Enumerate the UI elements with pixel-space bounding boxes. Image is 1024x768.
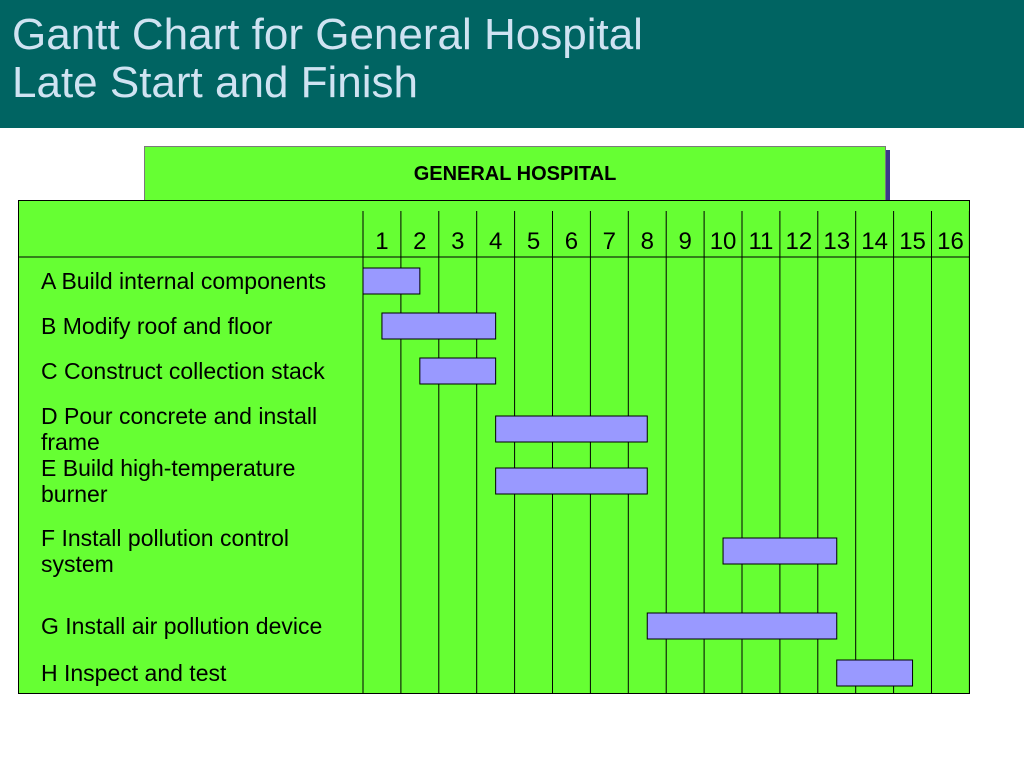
period-label: 5: [526, 228, 541, 255]
period-label: 8: [640, 228, 654, 255]
task-label: F Install pollution control system: [41, 525, 290, 577]
period-label: 13: [823, 228, 851, 255]
task-bar: [382, 313, 496, 339]
task-bar: [496, 468, 648, 494]
period-label: 2: [413, 228, 427, 255]
task-bar: [723, 538, 837, 564]
task-label: C Construct collection stack: [41, 358, 325, 384]
task-label: H Inspect and test: [41, 660, 227, 686]
period-label: 10: [709, 228, 737, 255]
slide-title-line-1: Gantt Chart for General Hospital: [12, 10, 643, 59]
period-label: 6: [564, 228, 579, 255]
task-bar: [496, 416, 648, 442]
gantt-panel: [18, 200, 970, 694]
period-label: 4: [488, 228, 503, 255]
gantt-chart: [19, 201, 969, 693]
task-bar: [363, 268, 420, 294]
task-label: G Install air pollution device: [41, 613, 323, 639]
period-label: 11: [748, 228, 774, 255]
task-bar: [837, 660, 913, 686]
period-label: 7: [602, 228, 617, 255]
slide-title-line-2: Late Start and Finish: [12, 58, 419, 107]
chart-banner: [144, 146, 886, 202]
period-label: 15: [899, 228, 926, 255]
task-bar: [647, 613, 837, 639]
task-label: E Build high-temperature burner: [41, 455, 296, 507]
period-label: 3: [451, 228, 465, 255]
task-label: D Pour concrete and install frame: [41, 403, 318, 455]
slide-header: [0, 0, 1024, 128]
task-label: B Modify roof and floor: [41, 313, 273, 339]
period-label: 16: [937, 228, 964, 255]
chart-banner-title: GENERAL HOSPITAL: [413, 162, 617, 185]
period-label: 9: [678, 228, 692, 255]
task-bar: [420, 358, 496, 384]
period-label: 14: [861, 228, 889, 255]
period-label: 12: [785, 228, 813, 255]
period-label: 1: [375, 228, 389, 255]
task-label: A Build internal components: [41, 268, 327, 294]
